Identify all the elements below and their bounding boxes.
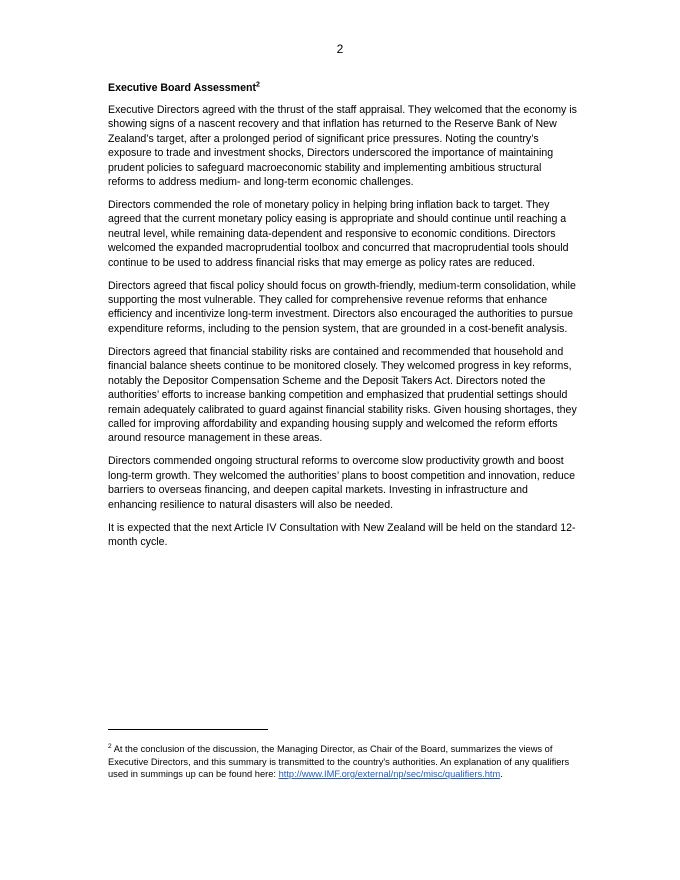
footnote-trailing: . bbox=[500, 769, 503, 779]
page-number: 2 bbox=[336, 42, 344, 56]
heading-text: Executive Board Assessment bbox=[108, 82, 256, 94]
paragraph-fiscal-policy: Directors agreed that fiscal policy should focus on growth-friendly, medium-term consolidation, while supporting the most vulnerable. They called for comprehensive revenue reforms that enhance efficiency and incentivize long-term investment. Directors also encouraged the authorities to pursue expenditure reforms, including to the pension system, that are grounded in a cost-benefit analysis. bbox=[108, 279, 576, 335]
qualifiers-link[interactable]: http://www.IMF.org/external/np/sec/misc/qualifiers.htm bbox=[278, 769, 501, 779]
paragraph-structural-reforms: Directors commended ongoing structural reforms to overcome slow productivity growth and boost long-term growth. They welcomed the authorities’ plans to boost competition and innovation, reduce barriers to overseas financing, and deepen capital markets. Investing in infrastructure and enhancing resilience to natural disasters will also be needed. bbox=[108, 455, 575, 511]
section-heading bbox=[108, 81, 578, 95]
assessment-section bbox=[108, 81, 578, 558]
footnote bbox=[108, 743, 578, 781]
footnote-text: At the conclusion of the discussion, the Managing Director, as Chair of the Board, summarizes the views of Executive Directors, and this summary is transmitted to the country's authorities. An explanation of any qualifiers used in summings up can be found here: bbox=[108, 744, 570, 779]
paragraph-staff-appraisal: Executive Directors agreed with the thrust of the staff appraisal. They welcomed that the economy is showing signs of a nascent recovery and that inflation has returned to the Reserve Bank of New Zealand’s target, after a prolonged period of significant price pressures. Noting the country’s exposure to trade and investment shocks, Directors underscored the importance of maintaining prudent policies to safeguard macroeconomic stability and implementing ambitious structural reforms to address medium- and long-term economic challenges. bbox=[108, 104, 577, 189]
heading-footnote-ref[interactable]: 2 bbox=[256, 81, 260, 89]
paragraph-monetary-policy: Directors commended the role of monetary policy in helping bring inflation back to target. They agreed that the current monetary policy easing is appropriate and should continue until reaching a neutral level, while remaining data-dependent and responsive to economic conditions. Directors welcomed the expanded macroprudential toolbox and concurred that macroprudential tools should continue to be used to address financial risks that may emerge as policy rates are reduced. bbox=[108, 199, 569, 269]
footnote-divider bbox=[108, 729, 268, 730]
paragraph-next-consultation: It is expected that the next Article IV Consultation with New Zealand will be held on the standard 12-month cycle. bbox=[108, 521, 576, 548]
footnote-number: 2 bbox=[108, 742, 112, 750]
paragraph-financial-stability: Directors agreed that financial stability risks are contained and recommended that household and financial balance sheets continue to be monitored closely. They welcomed progress in key reforms, notably the Depositor Compensation Scheme and the Deposit Takers Act. Directors noted the authorities’ efforts to increase banking competition and emphasized that prudential settings should remain adequately calibrated to guard against financial stability risks. Given housing shortages, they called for improving affordability and expanding housing supply and welcomed the reform efforts around resource management in these areas. bbox=[108, 345, 577, 445]
